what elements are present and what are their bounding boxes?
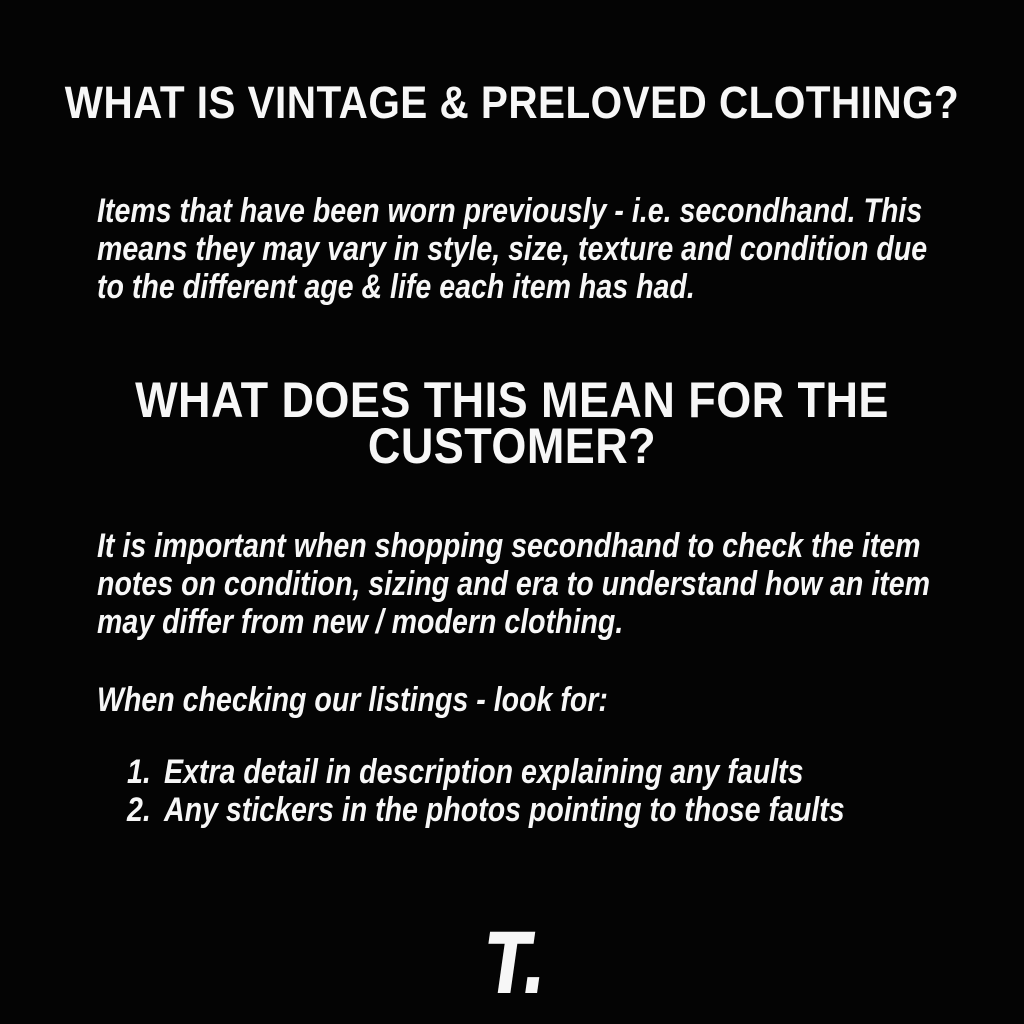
fault-checklist xyxy=(127,753,845,829)
heading-line: WHAT DOES THIS MEAN FOR THE xyxy=(135,372,889,428)
customer-heading xyxy=(51,372,973,474)
paragraph-line: Items that have been worn previously - i.e. secondhand. This xyxy=(97,192,923,230)
paragraph-line: It is important when shopping secondhand to check the item xyxy=(97,527,921,565)
list-item-text: Any stickers in the photos pointing to those faults xyxy=(163,791,845,829)
list-item xyxy=(127,753,845,791)
heading-line: CUSTOMER? xyxy=(367,418,657,474)
paragraph-line: notes on condition, sizing and era to understand how an item xyxy=(97,565,931,603)
paragraph-line: means they may vary in style, size, texture and condition due xyxy=(97,230,928,268)
brand-logo: T. xyxy=(478,915,557,1013)
paragraph-line: to the different age & life each item has had. xyxy=(97,268,695,306)
list-item-text: Extra detail in description explaining any faults xyxy=(163,753,804,791)
paragraph-line: may differ from new / modern clothing. xyxy=(97,603,624,641)
customer-paragraph xyxy=(97,527,930,641)
list-item-number: 1. xyxy=(127,753,151,791)
main-heading: WHAT IS VINTAGE & PRELOVED CLOTHING? xyxy=(64,77,960,128)
list-item xyxy=(127,791,845,829)
listings-note: When checking our listings - look for: xyxy=(97,681,608,719)
intro-paragraph xyxy=(97,192,927,306)
list-item-number: 2. xyxy=(127,791,151,829)
